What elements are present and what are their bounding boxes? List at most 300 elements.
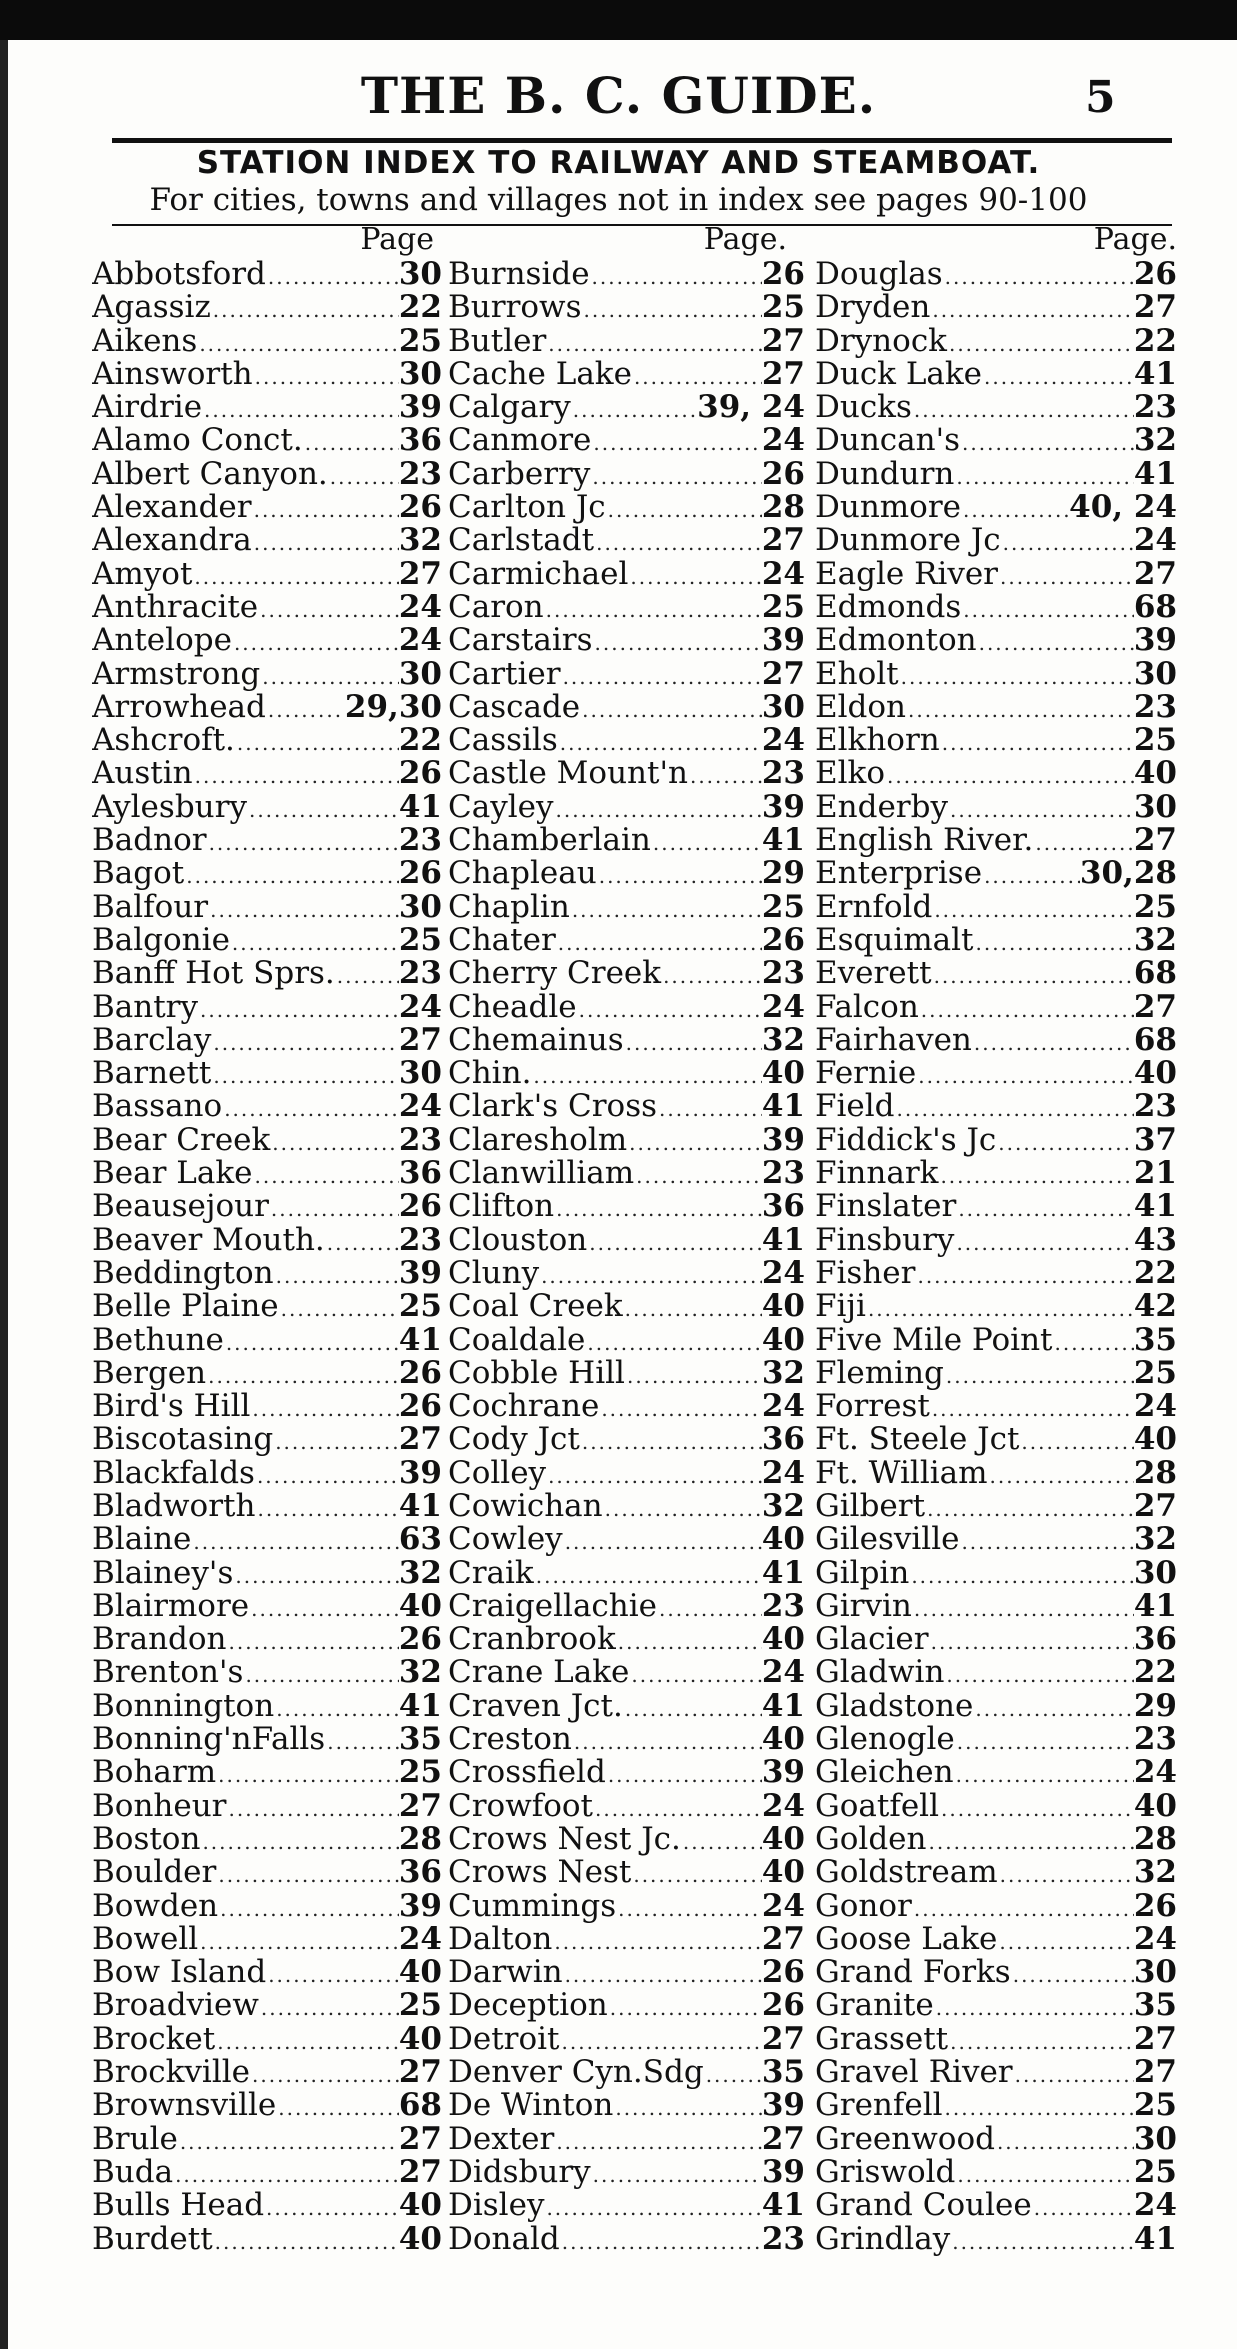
page-ref: 23 [398,457,442,492]
index-column-3 [815,222,1177,2256]
page-ref: 27 [398,1423,442,1457]
page-ref: 26 [761,457,805,492]
page-ref: 41 [1133,1190,1177,1224]
page-ref: 41 [1133,1589,1177,1624]
page-ref: 35 [1133,1989,1177,2023]
page-ref: 30 [398,357,442,392]
index-entry [815,325,1177,358]
index-entry [448,658,805,691]
page-ref: 40, 24 [1069,491,1177,525]
dot-leader [554,2126,762,2156]
page-ref: 27 [398,1023,442,1058]
dot-leader [916,1060,1134,1090]
index-entry [448,1890,805,1923]
dot-leader [948,794,1134,824]
page-ref: 28 [398,1822,442,1857]
station-name: Cartier [448,657,561,691]
dot-leader [328,461,399,491]
station-name: Blaine [92,1523,192,1557]
station-name: Carlton Jc [448,491,606,525]
index-subtitle: STATION INDEX TO RAILWAY AND STEAMBOAT. [196,145,1041,181]
index-entry [815,1157,1177,1190]
index-entry [92,691,442,724]
dot-leader [222,1093,399,1123]
station-name: Gilesville [815,1523,960,1557]
station-name: Finslater [815,1190,957,1224]
dot-leader [593,627,762,657]
page-ref: 24 [761,1789,805,1823]
index-entry [448,2189,805,2222]
station-name: Albert Canyon. [92,457,328,492]
station-name: Arrowhead [92,690,266,725]
dot-leader [657,1593,762,1623]
index-entry [92,524,442,557]
scan-top-border [0,0,1237,40]
dot-leader [616,1893,762,1923]
dot-leader [950,2226,1134,2256]
index-entry [448,1457,805,1490]
dot-leader [606,494,762,524]
station-name: Fiji [815,1290,866,1324]
page-ref: 68 [1133,590,1177,625]
page-ref: 27 [1133,1489,1177,1524]
page-ref: 24 [1133,1922,1177,1957]
dot-leader [561,661,762,691]
index-entry [448,1157,805,1190]
dot-leader [616,1626,762,1656]
dot-leader [255,1493,398,1523]
page-ref: 29 [761,857,805,891]
station-name: Grand Coulee [815,2189,1032,2223]
page-ref: 39 [398,391,442,425]
index-entry [448,1423,805,1456]
station-name: Brownsville [92,2089,277,2123]
index-entry [815,1690,1177,1723]
station-name: Disley [448,2189,545,2223]
station-name: Esquimalt [815,923,974,958]
page-ref: 27 [1133,824,1177,858]
dot-leader [259,1992,399,2022]
station-name: Five Mile Point [815,1323,1053,1357]
page-ref: 25 [398,923,442,958]
index-entry [448,2123,805,2156]
index-entry [448,1290,805,1323]
page-ref: 36 [398,1157,442,1191]
station-name: Carlstadt [448,524,595,558]
index-entry [448,1090,805,1123]
index-entry [815,1557,1177,1590]
page-ref: 27 [1133,2056,1177,2090]
station-name: Boulder [92,1856,217,1890]
page-ref: 23 [398,957,442,991]
page-ref: 41 [1133,457,1177,492]
dot-leader [554,794,762,824]
page-ref: 41 [1133,2222,1177,2256]
dot-leader [260,661,399,691]
index-entry [815,1823,1177,1856]
page-ref: 41 [398,790,442,825]
dot-leader [590,261,762,291]
index-entry [92,391,442,424]
dot-leader [276,2092,399,2122]
index-entry [92,424,442,457]
dot-leader [912,1893,1134,1923]
index-column-1 [92,222,442,2256]
page-ref: 39 [761,1123,805,1158]
station-name: Brule [92,2122,178,2156]
page-ref: 27 [1133,557,1177,591]
station-name: Beaver Mouth. [92,1223,325,1257]
station-name: Dryden [815,291,931,325]
index-entry [815,924,1177,957]
station-name: Balfour [92,890,209,924]
page-ref: 24 [761,424,805,458]
index-entry [92,458,442,491]
index-entry [448,1557,805,1590]
page-ref: 24 [398,1090,442,1124]
index-entry [815,757,1177,790]
page-ref: 41 [1133,357,1177,392]
page-ref: 39 [761,624,805,658]
dot-leader [599,1393,762,1423]
index-entry [92,1656,442,1689]
index-entry [448,1790,805,1823]
index-entry [92,1523,442,1556]
page-ref: 24 [761,1256,805,1291]
page-ref: 26 [1133,1889,1177,1923]
page-title: THE B. C. GUIDE. [360,66,877,125]
dot-leader [554,1193,762,1223]
dot-leader [250,1393,398,1423]
dot-leader [997,1926,1133,1956]
dot-leader [593,1793,762,1823]
index-entry [92,2056,442,2089]
index-entry [448,524,805,557]
station-name: Eholt [815,657,899,691]
dot-leader [531,1060,761,1090]
dot-leader [1011,1959,1134,1989]
dot-leader [556,927,762,957]
station-name: Blairmore [92,1589,250,1624]
station-name: Grenfell [815,2089,943,2123]
dot-leader [623,1293,762,1323]
dot-leader [624,1027,762,1057]
dot-leader [563,1526,762,1556]
page-ref: 41 [761,1689,805,1724]
page-ref: 26 [761,1989,805,2023]
page-ref: 68 [398,2089,442,2123]
station-name: Boston [92,1822,201,1857]
dot-leader [580,1426,762,1456]
station-name: Bulls Head [92,2189,265,2223]
dot-leader [560,2026,762,2056]
page-ref: 32 [761,1489,805,1524]
page-ref: 26 [761,258,805,292]
station-name: Beddington [92,1256,274,1291]
dot-leader [539,1260,762,1290]
index-entry [815,991,1177,1024]
dot-leader [303,427,399,457]
index-entry [448,1324,805,1357]
index-entry [815,1490,1177,1523]
page-ref: 22 [1133,324,1177,358]
page-ref: 40 [398,2022,442,2057]
page-ref: 26 [398,757,442,791]
index-entry [815,1357,1177,1390]
station-name: Gilbert [815,1489,926,1524]
index-entry [448,458,805,491]
dot-leader [909,1560,1134,1590]
station-name: English River. [815,824,1034,858]
index-entry [92,325,442,358]
index-entry [92,1090,442,1123]
dot-leader [252,494,399,524]
dot-leader [591,427,761,457]
dot-leader [603,1493,762,1523]
page-ref: 25 [761,590,805,625]
page-ref: 24 [398,1922,442,1957]
dot-leader [198,1926,399,1956]
station-name: Denver Cyn.Sdg [448,2056,704,2090]
page-ref: 40 [761,1290,805,1324]
dot-leader [929,1626,1134,1656]
page-ref: 68 [1133,1023,1177,1058]
station-name: Crows Nest [448,1856,632,1890]
station-name: Burnside [448,258,590,292]
index-entry [815,558,1177,591]
page-ref: 41 [761,1090,805,1124]
station-name: Alexandra [92,524,252,558]
dot-leader [274,1693,399,1723]
index-entry [448,1690,805,1723]
page-ref: 23 [1133,391,1177,425]
station-name: Banff Hot Sprs. [92,957,335,991]
station-name: Brandon [92,1623,227,1657]
dot-leader [906,694,1134,724]
station-name: Clanwilliam [448,1157,635,1191]
station-name: Eldon [815,690,907,725]
page-ref: 25 [1133,2089,1177,2123]
index-entry [815,1423,1177,1456]
dot-leader [961,594,1134,624]
station-name: Duncan's [815,424,961,458]
page-ref: 28 [1133,1822,1177,1857]
station-name: Finnark [815,1157,939,1191]
page-ref: 36 [1133,1623,1177,1657]
dot-leader [552,1926,762,1956]
dot-leader [264,2192,399,2222]
page-ref: 27 [761,2022,805,2057]
station-name: Elkhorn [815,724,940,758]
index-entry [92,924,442,957]
page-ref: 40 [761,1822,805,1857]
page-ref: 30 [1133,1956,1177,1990]
station-name: Gonor [815,1889,912,1923]
page-ref: 27 [761,657,805,691]
page-ref: 25 [398,1290,442,1324]
index-entry [448,1656,805,1689]
index-entry [92,1324,442,1357]
index-entry [815,1723,1177,1756]
dot-leader [631,1859,762,1889]
page-ref: 22 [398,291,442,325]
dot-leader [218,1893,399,1923]
page-ref: 40 [761,1523,805,1557]
station-name: Buda [92,2155,174,2190]
index-note: For cities, towns and villages not in index see pages 90-100 [149,182,1088,218]
page-ref: 30 [398,657,442,691]
dot-leader [657,1093,762,1123]
dot-leader [954,1227,1133,1257]
station-name: Ernfold [815,890,933,924]
dot-leader [1032,2192,1134,2222]
index-entry [448,1024,805,1057]
station-name: Airdrie [92,391,203,425]
index-entry [815,2223,1177,2256]
index-entry [815,1523,1177,1556]
index-entry [92,2156,442,2189]
station-name: Gladstone [815,1689,974,1724]
page-ref: 24 [1133,1390,1177,1424]
page-ref: 30 [1133,790,1177,825]
page-ref: 32 [398,524,442,558]
index-entry [448,991,805,1024]
page-ref: 28 [761,491,805,525]
page-ref: 27 [398,2122,442,2156]
station-name: Gravel River [815,2056,1013,2090]
station-name: Belle Plaine [92,1290,279,1324]
index-entry [448,1989,805,2022]
station-name: Forrest [815,1390,930,1424]
station-name: Cayley [448,790,554,825]
page-ref: 39 [398,1256,442,1291]
index-entry [448,558,805,591]
dot-leader [597,860,762,890]
dot-leader [912,394,1134,424]
station-name: Goose Lake [815,1922,998,1957]
page-ref: 24 [1133,1756,1177,1790]
index-entry [815,1057,1177,1090]
index-entry [448,291,805,324]
page-ref: 26 [398,1356,442,1391]
dot-leader [866,1293,1134,1323]
station-name: Crane Lake [448,1656,630,1690]
index-entry [815,1024,1177,1057]
page-ref: 32 [761,1023,805,1058]
dot-leader [972,1027,1134,1057]
station-name: Field [815,1090,895,1124]
page-ref: 23 [761,757,805,791]
page-ref: 32 [761,1356,805,1391]
station-name: Chamberlain [448,824,651,858]
index-entry [815,1324,1177,1357]
dot-leader [192,561,398,591]
scan-left-border [0,40,8,2349]
page-ref: 26 [398,857,442,891]
dot-leader [629,1659,761,1689]
station-name: Bagot [92,857,185,891]
station-name: Ft. Steele Jct [815,1423,1020,1457]
station-name: Cranbrook [448,1623,616,1657]
dot-leader [1001,527,1134,557]
index-entry [815,1590,1177,1623]
index-entry [92,1290,442,1323]
dot-leader [184,860,399,890]
index-entry [92,491,442,524]
page-ref: 24 [761,1889,805,1923]
station-name: Greenwood [815,2122,995,2156]
index-entry [92,1190,442,1223]
page-ref: 25 [398,1989,442,2023]
dot-leader [939,1793,1134,1823]
dot-leader [955,2159,1133,2189]
dot-leader [623,1693,762,1723]
page-ref: 27 [398,2155,442,2190]
index-entry [448,1956,805,1989]
station-name: Granite [815,1989,934,2023]
page-ref: 23 [761,1589,805,1624]
page-ref: 39 [1133,624,1177,658]
page-ref: 27 [1133,291,1177,325]
page-ref: 26 [1133,258,1177,292]
dot-leader [544,2192,761,2222]
index-entry [448,791,805,824]
index-entry [92,1457,442,1490]
dot-leader [885,760,1134,790]
index-entry [92,1490,442,1523]
index-entry [815,857,1177,890]
dot-leader [954,461,1133,491]
index-entry [448,1390,805,1423]
dot-leader [269,1193,399,1223]
page-ref: 39 [398,1889,442,1923]
station-name: Fairhaven [815,1023,972,1058]
dot-leader [258,594,399,624]
page-ref: 30 [398,1057,442,1091]
station-name: Bear Lake [92,1157,253,1191]
station-name: Fleming [815,1356,944,1391]
station-name: Didsbury [448,2155,591,2190]
dot-leader [956,1193,1134,1223]
station-name: Dunmore Jc [815,524,1001,558]
dot-leader [546,328,762,358]
station-name: Crowfoot [448,1789,593,1823]
index-entry [815,2089,1177,2122]
dot-leader [661,960,762,990]
station-name: Douglas [815,258,943,292]
dot-leader [973,1693,1134,1723]
dot-leader [211,1027,399,1057]
index-entry [815,2156,1177,2189]
entry-list [815,258,1177,2256]
dot-leader [266,694,345,724]
dot-leader [974,927,1134,957]
page-ref: 25 [398,1756,442,1790]
index-entry [448,1590,805,1623]
station-name: Cobble Hill [448,1356,625,1391]
dot-leader [613,2092,762,2122]
dot-leader [202,394,399,424]
index-entry [448,624,805,657]
dot-leader [895,1093,1134,1123]
dot-leader [628,561,761,591]
index-entry [92,1390,442,1423]
dot-leader [912,1593,1134,1623]
index-entry [815,1224,1177,1257]
page-ref: 41 [761,824,805,858]
dot-leader [995,2126,1134,2156]
dot-leader [216,1859,399,1889]
